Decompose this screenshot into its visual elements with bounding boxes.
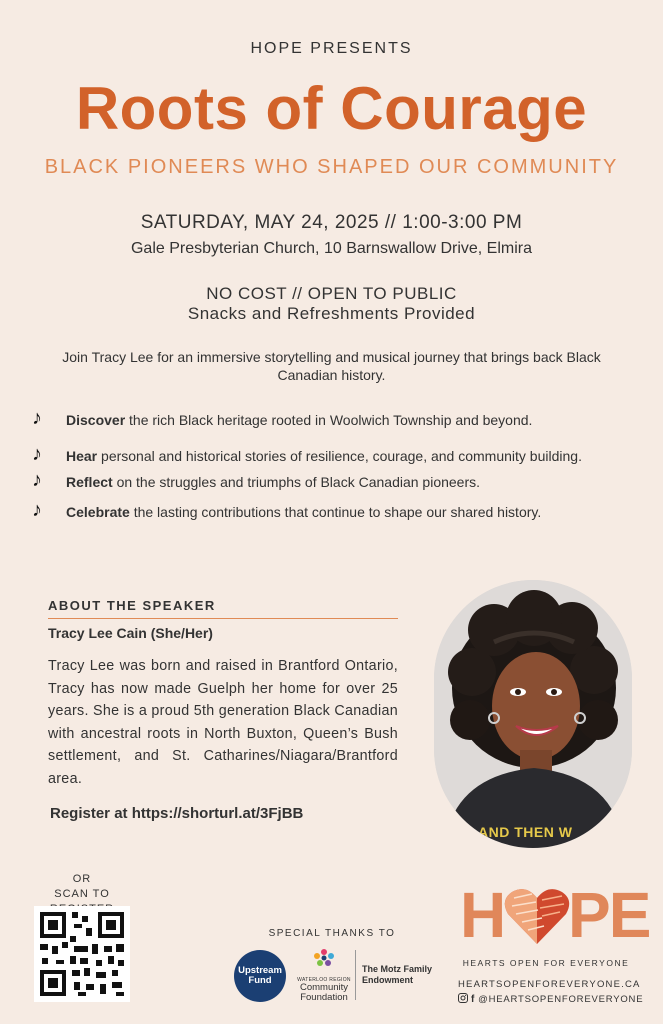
list-item bbox=[32, 469, 592, 491]
event-snacks: Snacks and Refreshments Provided bbox=[187, 304, 476, 323]
hope-website[interactable]: HEARTSOPENFOREVERYONE.CA bbox=[458, 979, 641, 990]
bullet-text: on the struggles and triumphs of Black Canadian pioneers. bbox=[112, 474, 481, 490]
community-foundation-logo bbox=[296, 948, 352, 1003]
music-note-icon: ♪ bbox=[32, 407, 42, 429]
speaker-photo bbox=[434, 580, 632, 848]
event-date-time: SATURDAY, MAY 24, 2025 // 1:00-3:00 PM bbox=[140, 212, 523, 233]
heading-divider bbox=[48, 618, 398, 619]
upstream-line2: Fund bbox=[248, 975, 272, 986]
social-handle: @HEARTSOPENFOREVERYONE bbox=[478, 994, 644, 1005]
hope-logo-h: H bbox=[460, 879, 507, 951]
list-item bbox=[32, 443, 592, 465]
music-note-icon: ♪ bbox=[32, 499, 42, 521]
community-foundation-icon bbox=[311, 948, 337, 970]
qr-caption-or: OR bbox=[72, 873, 92, 885]
upstream-fund-logo bbox=[234, 950, 286, 1002]
cf-region: WATERLOO REGION bbox=[297, 977, 351, 983]
bullet-verb: Discover bbox=[66, 412, 126, 428]
hope-social[interactable] bbox=[458, 993, 644, 1006]
speaker-bio: Tracy Lee was born and raised in Brantford Ontario, Tracy has now made Guelph her home for over 25 years. She is a proud 5th generation Black Canadian with ancestral roots in North Buxton, Queen’s Bush settlement, and St. Catharines/Niagara/Brantford area. bbox=[48, 658, 398, 787]
sponsor-divider bbox=[355, 950, 356, 1000]
event-cost: NO COST // OPEN TO PUBLIC bbox=[206, 284, 457, 303]
presenter-line: HOPE PRESENTS bbox=[250, 40, 413, 57]
intro-text: Join Tracy Lee for an immersive storytelling and musical journey that brings back Black Canadian history. bbox=[62, 349, 601, 383]
bullet-verb: Reflect bbox=[66, 474, 113, 490]
bullet-text: the rich Black heritage rooted in Woolwich Township and beyond. bbox=[125, 412, 533, 428]
facebook-icon: f bbox=[471, 994, 476, 1005]
speaker-name: Tracy Lee Cain (She/Her) bbox=[48, 625, 213, 641]
highlights-list bbox=[32, 407, 592, 521]
hope-tagline: HEARTS OPEN FOR EVERYONE bbox=[462, 958, 630, 968]
qr-code-graphic bbox=[34, 906, 130, 1002]
bullet-text: the lasting contributions that continue to shape our shared history. bbox=[129, 504, 542, 520]
bullet-verb: Hear bbox=[66, 448, 98, 464]
list-item bbox=[32, 407, 592, 429]
about-speaker-heading: ABOUT THE SPEAKER bbox=[48, 598, 216, 613]
event-subtitle: BLACK PIONEERS WHO SHAPED OUR COMMUNITY bbox=[44, 156, 619, 178]
shirt-text: AND THEN W bbox=[478, 824, 573, 840]
upstream-line1: Upstream bbox=[238, 965, 282, 976]
music-note-icon: ♪ bbox=[32, 469, 42, 491]
qr-caption-scan: SCAN TO bbox=[54, 888, 110, 900]
music-note-icon: ♪ bbox=[32, 443, 42, 465]
instagram-icon bbox=[458, 993, 468, 1006]
special-thanks-heading: SPECIAL THANKS TO bbox=[268, 928, 396, 939]
register-qr-code[interactable] bbox=[34, 906, 130, 1002]
event-venue: Gale Presbyterian Church, 10 Barnswallow Drive, Elmira bbox=[130, 240, 533, 257]
event-title: Roots of Courage bbox=[75, 75, 588, 142]
register-link[interactable]: Register at https://shorturl.at/3FjBB bbox=[50, 805, 304, 822]
motz-endowment-logo: The Motz Family Endowment bbox=[362, 964, 433, 985]
heart-icon bbox=[502, 884, 572, 948]
cf-name-line2: Foundation bbox=[300, 992, 348, 1003]
speaker-portrait-illustration bbox=[434, 580, 632, 848]
cf-name-line1: Community bbox=[299, 982, 349, 993]
bullet-verb: Celebrate bbox=[66, 504, 130, 520]
list-item bbox=[32, 499, 592, 521]
hope-logo-pe: PE bbox=[568, 879, 650, 951]
bullet-text: personal and historical stories of resilience, courage, and community building. bbox=[97, 448, 582, 464]
hope-logo bbox=[460, 879, 650, 951]
